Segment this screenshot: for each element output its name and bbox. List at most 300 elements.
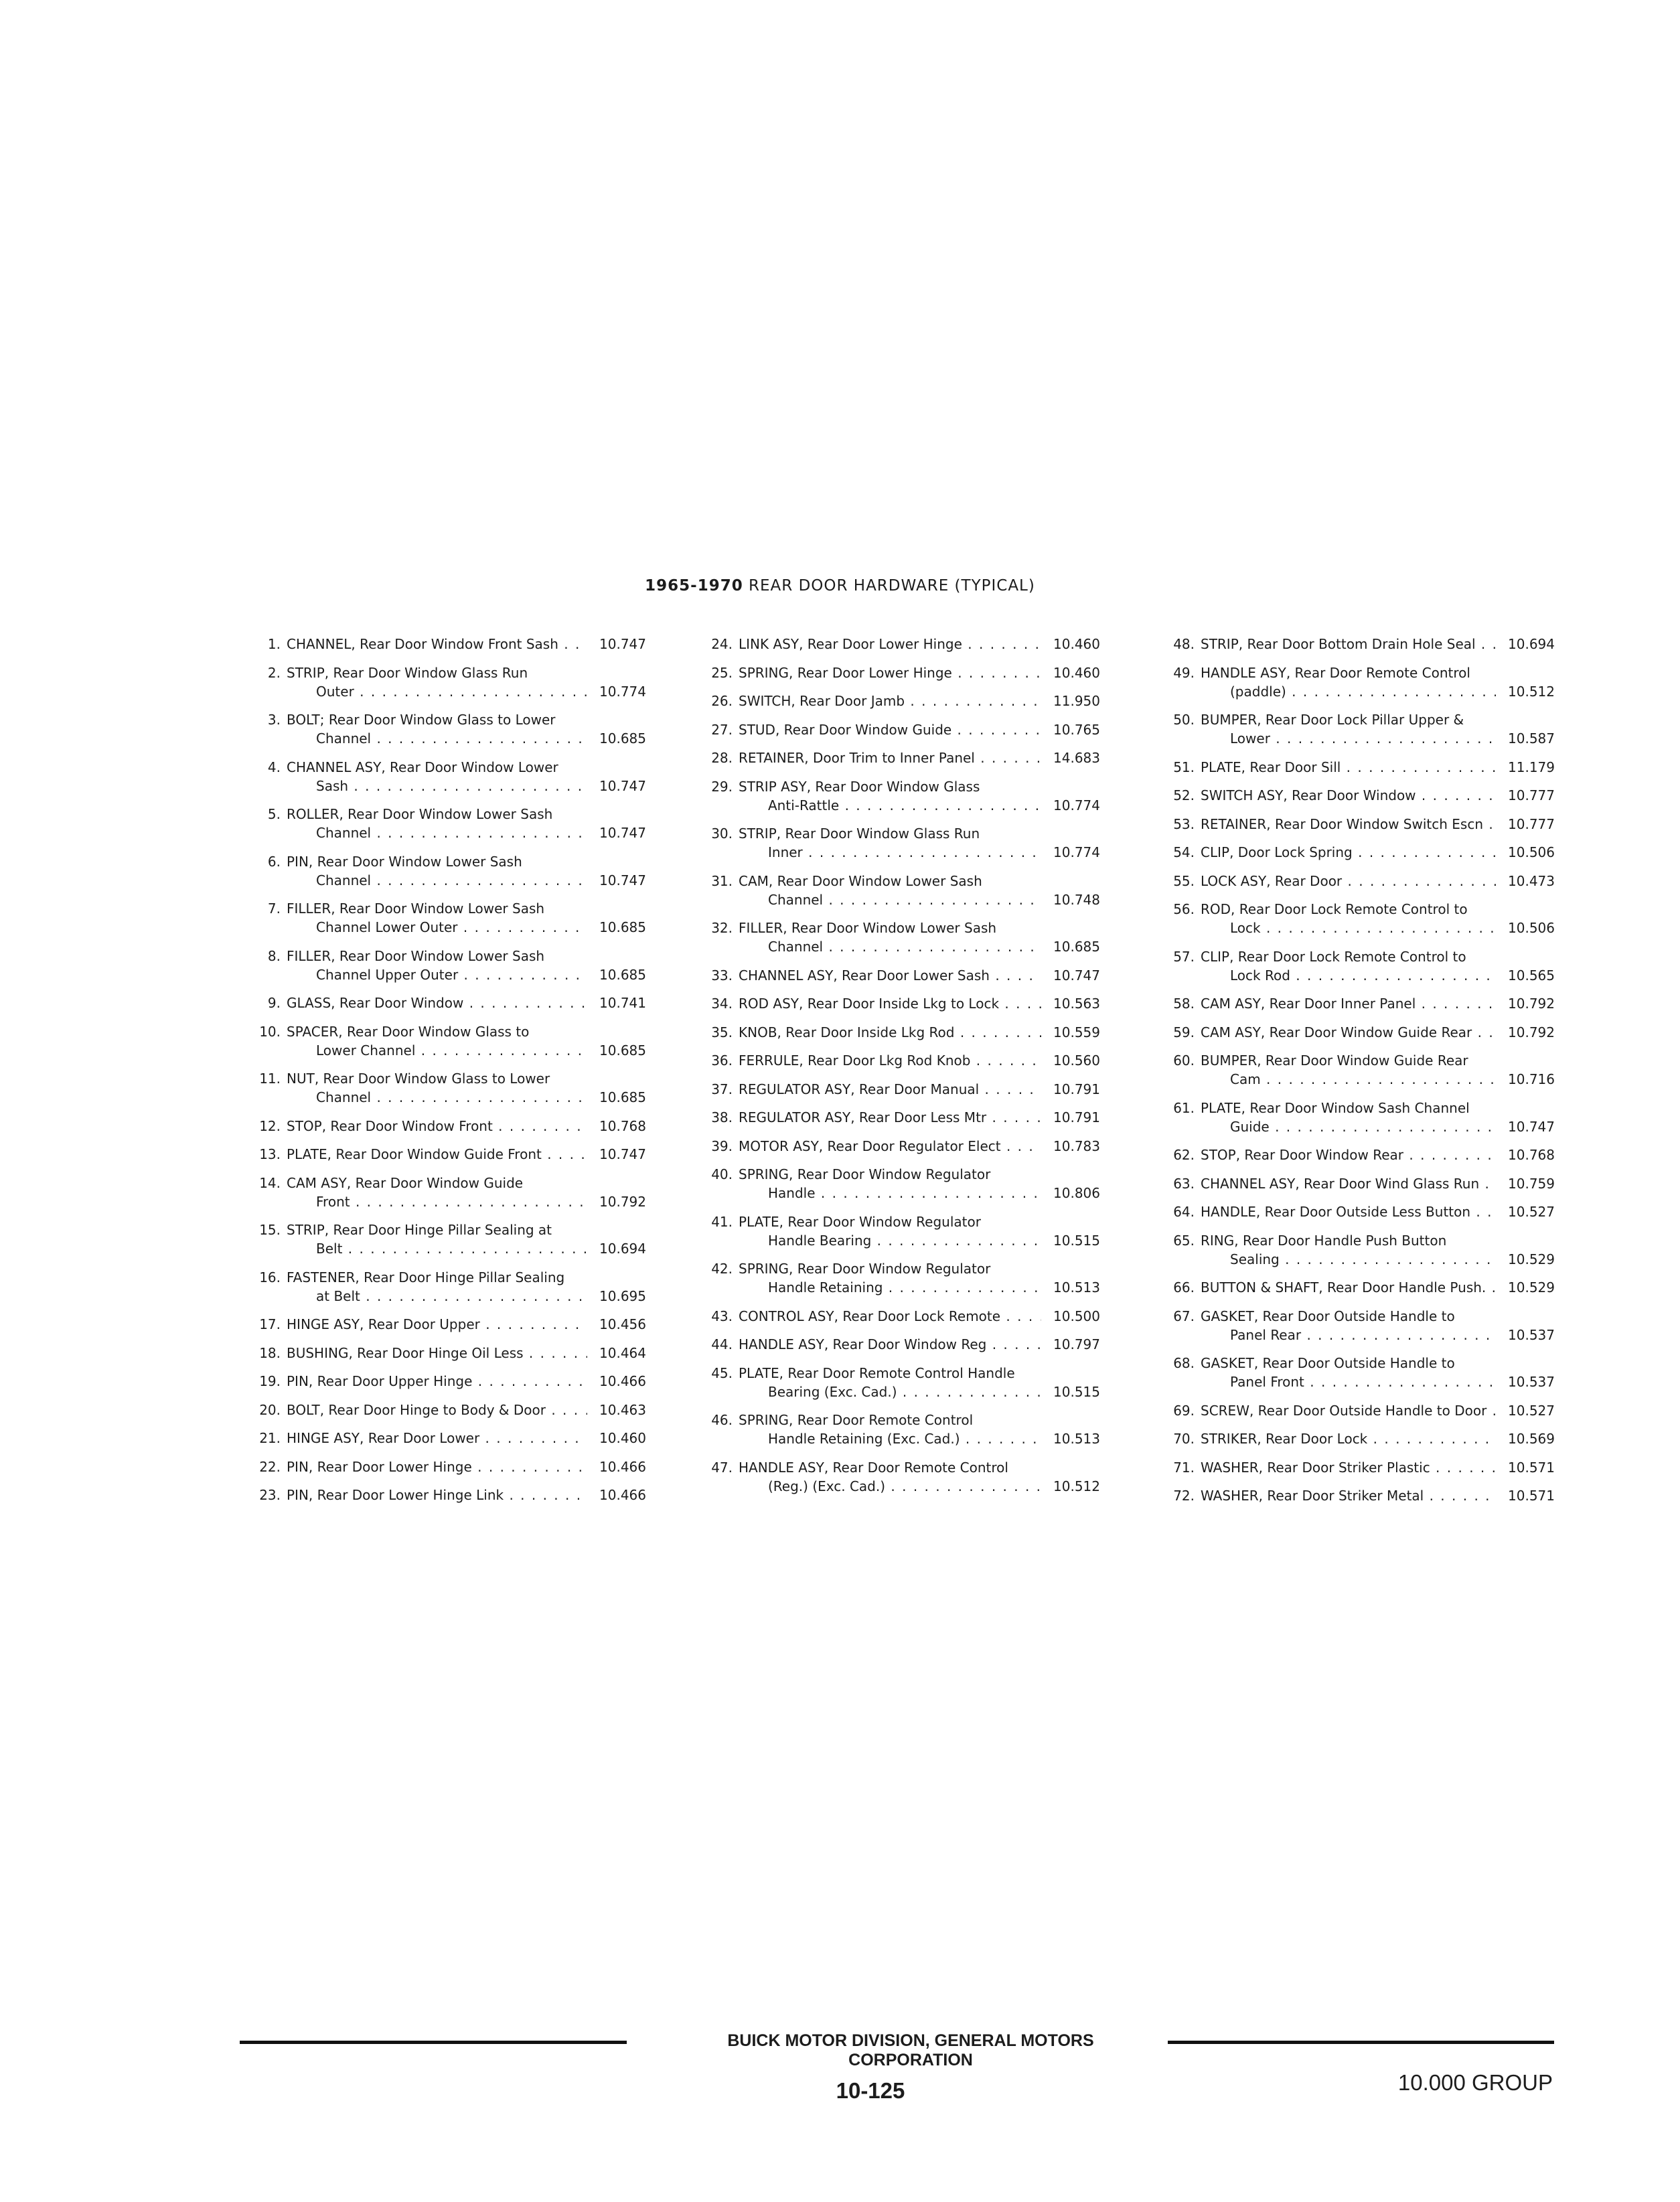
part-description-line: SWITCH ASY, Rear Door Window . . . — [1201, 786, 1496, 805]
part-entry — [1158, 710, 1555, 748]
part-description — [1201, 1486, 1496, 1505]
part-entry — [244, 1315, 646, 1334]
part-description — [739, 1137, 1041, 1156]
part-number: 57. — [1173, 948, 1195, 965]
part-description-line: CHANNEL ASY, Rear Door Lower Sash . . . — [739, 966, 1041, 985]
part-reference: 10.747 — [587, 1145, 646, 1164]
part-description-line: RETAINER, Rear Door Window Switch Escn . . . — [1201, 815, 1496, 834]
part-reference: 10.747 — [587, 823, 646, 842]
part-description-line: Lock . . . — [1201, 919, 1496, 937]
part-number: 17. — [259, 1316, 281, 1332]
part-number: 33. — [711, 967, 733, 984]
part-reference: 10.747 — [587, 777, 646, 795]
part-number: 43. — [711, 1308, 733, 1324]
part-number: 49. — [1173, 664, 1195, 681]
part-description — [287, 1117, 587, 1135]
part-description — [739, 1458, 1041, 1496]
part-entry — [696, 1108, 1100, 1127]
part-entry — [1158, 1231, 1555, 1269]
part-description — [739, 1023, 1041, 1042]
part-entry — [244, 1372, 646, 1391]
part-description-line: CHANNEL ASY, Rear Door Window Lower — [287, 759, 558, 775]
part-entry — [1158, 843, 1555, 862]
part-description-line: FILLER, Rear Door Window Lower Sash — [739, 920, 997, 936]
part-reference: 10.466 — [587, 1458, 646, 1476]
part-description — [739, 1051, 1041, 1070]
part-number: 42. — [711, 1261, 733, 1277]
part-description-line: PLATE, Rear Door Remote Control Handle — [739, 1364, 1015, 1381]
part-entry — [244, 1458, 646, 1476]
part-description-line: STRIP ASY, Rear Door Window Glass — [739, 778, 980, 795]
part-description-line: RETAINER, Door Trim to Inner Panel . . . — [739, 749, 1041, 767]
parts-column-2 — [696, 635, 1100, 1505]
part-description-line: STRIP, Rear Door Bottom Drain Hole Seal . . . — [1201, 635, 1496, 653]
part-description — [287, 1372, 587, 1391]
part-entry — [696, 1165, 1100, 1202]
part-reference: 10.694 — [1496, 635, 1555, 653]
part-description-line: FILLER, Rear Door Window Lower Sash — [287, 900, 545, 917]
part-description — [287, 1069, 587, 1107]
part-description — [287, 852, 587, 890]
part-description-line: SPACER, Rear Door Window Glass to — [287, 1023, 530, 1040]
part-description-line: Channel . . . — [739, 937, 1041, 956]
part-reference: 10.460 — [1041, 663, 1100, 682]
part-entry — [244, 899, 646, 937]
part-description-line: ROD ASY, Rear Door Inside Lkg to Lock . . . — [739, 994, 1041, 1013]
part-entry — [244, 635, 646, 653]
part-description — [1201, 786, 1496, 805]
part-description-line: Panel Front . . . — [1201, 1372, 1496, 1391]
part-description-line: Guide . . . — [1201, 1117, 1496, 1136]
part-reference: 10.529 — [1496, 1278, 1555, 1297]
part-number: 20. — [259, 1401, 281, 1418]
part-description — [1201, 872, 1496, 890]
part-entry — [1158, 635, 1555, 653]
part-reference: 10.774 — [1041, 796, 1100, 815]
part-description — [1201, 663, 1496, 701]
part-number: 56. — [1173, 901, 1195, 917]
part-number: 24. — [711, 636, 733, 652]
part-description-line: MOTOR ASY, Rear Door Regulator Elect . . . — [739, 1137, 1041, 1156]
part-description-line: SCREW, Rear Door Outside Handle to Door . . . — [1201, 1401, 1496, 1420]
part-description-line: KNOB, Rear Door Inside Lkg Rod . . . — [739, 1023, 1041, 1042]
part-entry — [1158, 900, 1555, 937]
parts-column-3 — [1158, 635, 1555, 1515]
part-number: 59. — [1173, 1024, 1195, 1040]
part-number: 72. — [1173, 1488, 1195, 1504]
part-entry — [244, 1429, 646, 1447]
part-description — [739, 663, 1041, 682]
part-reference: 10.513 — [1041, 1429, 1100, 1448]
part-entry — [696, 1364, 1100, 1401]
part-entry — [244, 1022, 646, 1060]
part-description-line: WASHER, Rear Door Striker Plastic . . . — [1201, 1458, 1496, 1477]
part-entry — [1158, 1174, 1555, 1193]
parts-column-1 — [244, 635, 646, 1514]
part-description — [287, 1221, 587, 1258]
part-description-line: GASKET, Rear Door Outside Handle to — [1201, 1308, 1455, 1324]
part-reference: 10.569 — [1496, 1429, 1555, 1448]
part-description — [739, 1335, 1041, 1354]
part-description — [1201, 1401, 1496, 1420]
part-number: 11. — [259, 1071, 281, 1087]
part-entry — [696, 919, 1100, 956]
part-reference: 10.747 — [587, 635, 646, 653]
part-number: 18. — [259, 1344, 281, 1361]
part-reference: 10.466 — [587, 1486, 646, 1504]
part-description-line: Inner . . . — [739, 843, 1041, 862]
part-number: 3. — [267, 712, 281, 728]
part-description — [739, 1259, 1041, 1297]
page-number: 10-125 — [836, 2078, 905, 2103]
part-reference: 10.741 — [587, 994, 646, 1012]
part-entry — [1158, 1458, 1555, 1477]
part-entry — [696, 1259, 1100, 1297]
part-description-line: Channel Upper Outer . . . — [287, 965, 587, 984]
part-number: 69. — [1173, 1402, 1195, 1419]
part-description-line: PIN, Rear Door Lower Hinge Link . . . — [287, 1486, 587, 1504]
part-description — [1201, 1099, 1496, 1136]
part-number: 51. — [1173, 759, 1195, 775]
part-description-line: WASHER, Rear Door Striker Metal . . . — [1201, 1486, 1496, 1505]
part-description — [1201, 1354, 1496, 1391]
part-description — [287, 1268, 587, 1306]
part-description-line: STRIP, Rear Door Hinge Pillar Sealing at — [287, 1222, 552, 1238]
part-description — [1201, 843, 1496, 862]
part-entry — [244, 663, 646, 701]
part-number: 9. — [267, 995, 281, 1011]
part-reference: 10.774 — [587, 682, 646, 701]
part-description-line: FASTENER, Rear Door Hinge Pillar Sealing — [287, 1269, 565, 1285]
part-description — [287, 1145, 587, 1164]
part-number: 21. — [259, 1430, 281, 1446]
part-description — [287, 805, 587, 842]
part-entry — [1158, 1023, 1555, 1042]
part-description-line: SPRING, Rear Door Remote Control — [739, 1412, 974, 1428]
part-reference: 10.791 — [1041, 1080, 1100, 1099]
part-description — [739, 1165, 1041, 1202]
part-entry — [244, 947, 646, 984]
part-number: 64. — [1173, 1204, 1195, 1220]
part-entry — [696, 663, 1100, 682]
part-entry — [244, 805, 646, 842]
part-description — [1201, 1429, 1496, 1448]
part-description-line: PLATE, Rear Door Sill . . . — [1201, 758, 1496, 777]
part-reference: 11.179 — [1496, 758, 1555, 777]
part-entry — [696, 692, 1100, 710]
part-reference: 10.777 — [1496, 815, 1555, 834]
part-description-line: HINGE ASY, Rear Door Upper . . . — [287, 1315, 587, 1334]
part-reference: 11.950 — [1041, 692, 1100, 710]
part-description-line: Bearing (Exc. Cad.) . . . — [739, 1383, 1041, 1401]
part-entry — [696, 1023, 1100, 1042]
part-reference: 10.571 — [1496, 1458, 1555, 1477]
part-reference: 10.797 — [1041, 1335, 1100, 1354]
part-number: 55. — [1173, 872, 1195, 889]
title-years: 1965-1970 — [645, 577, 743, 595]
part-entry — [696, 994, 1100, 1013]
part-reference: 10.792 — [587, 1192, 646, 1211]
part-entry — [696, 1335, 1100, 1354]
part-description-line: Handle . . . — [739, 1184, 1041, 1202]
part-reference: 10.587 — [1496, 729, 1555, 748]
part-description — [739, 635, 1041, 653]
part-reference: 10.768 — [1496, 1146, 1555, 1164]
part-description-line: BUMPER, Rear Door Window Guide Rear — [1201, 1052, 1468, 1069]
part-number: 16. — [259, 1269, 281, 1285]
part-description — [1201, 994, 1496, 1013]
part-description-line: HANDLE ASY, Rear Door Remote Control — [1201, 664, 1470, 681]
part-entry — [696, 635, 1100, 653]
part-reference: 10.563 — [1041, 994, 1100, 1013]
part-description-line: FERRULE, Rear Door Lkg Rod Knob . . . — [739, 1051, 1041, 1070]
part-number: 28. — [711, 750, 733, 766]
part-entry — [696, 777, 1100, 815]
part-reference: 10.571 — [1496, 1486, 1555, 1505]
part-description-line: Channel . . . — [287, 729, 587, 748]
part-reference: 10.747 — [1041, 966, 1100, 985]
part-description-line: PLATE, Rear Door Window Regulator — [739, 1213, 981, 1230]
part-description — [1201, 1146, 1496, 1164]
part-description-line: BUTTON & SHAFT, Rear Door Handle Push. . . . — [1201, 1278, 1496, 1297]
part-description-line: Lower Channel . . . — [287, 1041, 587, 1060]
part-description-line: STRIP, Rear Door Window Glass Run — [287, 664, 528, 681]
part-description — [287, 758, 587, 795]
part-number: 37. — [711, 1081, 733, 1097]
part-number: 29. — [711, 778, 733, 795]
part-description-line: Cam . . . — [1201, 1070, 1496, 1089]
part-description — [739, 919, 1041, 956]
part-number: 13. — [259, 1146, 281, 1162]
part-number: 15. — [259, 1222, 281, 1238]
part-description — [287, 1458, 587, 1476]
part-reference: 10.685 — [587, 965, 646, 984]
part-reference: 10.464 — [587, 1344, 646, 1362]
part-entry — [244, 758, 646, 795]
part-description — [1201, 1458, 1496, 1477]
part-description-line: Channel . . . — [287, 871, 587, 890]
part-description-line: BUMPER, Rear Door Lock Pillar Upper & — [1201, 712, 1464, 728]
part-number: 62. — [1173, 1147, 1195, 1163]
part-description-line: SWITCH, Rear Door Jamb . . . — [739, 692, 1041, 710]
part-description-line: CAM ASY, Rear Door Window Guide Rear . . . — [1201, 1023, 1496, 1042]
part-description-line: Channel Lower Outer . . . — [287, 918, 587, 937]
part-description-line: Handle Retaining (Exc. Cad.) . . . — [739, 1429, 1041, 1448]
part-entry — [1158, 1202, 1555, 1221]
part-description — [1201, 1051, 1496, 1089]
part-number: 6. — [267, 853, 281, 870]
part-description-line: Channel . . . — [287, 823, 587, 842]
part-number: 36. — [711, 1052, 733, 1069]
part-reference: 10.694 — [587, 1239, 646, 1258]
part-description-line: CAM, Rear Door Window Lower Sash — [739, 872, 982, 889]
part-reference: 10.500 — [1041, 1307, 1100, 1326]
part-reference: 10.463 — [587, 1401, 646, 1419]
part-description-line: HANDLE ASY, Rear Door Remote Control — [739, 1459, 1008, 1476]
part-entry — [1158, 1354, 1555, 1391]
part-number: 47. — [711, 1459, 733, 1476]
part-description-line: GLASS, Rear Door Window . . . — [287, 994, 587, 1012]
part-description-line: HINGE ASY, Rear Door Lower . . . — [287, 1429, 587, 1447]
part-description — [287, 1486, 587, 1504]
part-description-line: HANDLE, Rear Door Outside Less Button . . . — [1201, 1202, 1496, 1221]
part-description — [287, 710, 587, 748]
part-reference: 10.765 — [1041, 720, 1100, 739]
part-number: 27. — [711, 721, 733, 738]
part-number: 30. — [711, 825, 733, 842]
part-entry — [1158, 1401, 1555, 1420]
part-description-line: CLIP, Rear Door Lock Remote Control to — [1201, 948, 1466, 965]
part-description-line: STRIP, Rear Door Window Glass Run — [739, 825, 980, 842]
part-description — [739, 1307, 1041, 1326]
part-number: 40. — [711, 1166, 733, 1182]
part-reference: 10.473 — [1496, 872, 1555, 890]
part-description-line: PIN, Rear Door Lower Hinge . . . — [287, 1458, 587, 1476]
part-entry — [244, 1221, 646, 1258]
part-entry — [1158, 663, 1555, 701]
part-entry — [244, 1069, 646, 1107]
part-entry — [244, 1401, 646, 1419]
part-reference: 10.513 — [1041, 1278, 1100, 1297]
part-description-line: STUD, Rear Door Window Guide . . . — [739, 720, 1041, 739]
part-entry — [696, 1137, 1100, 1156]
part-description — [1201, 1307, 1496, 1344]
part-reference: 10.460 — [1041, 635, 1100, 653]
group-label: 10.000 GROUP — [1397, 2070, 1553, 2095]
part-number: 4. — [267, 759, 281, 775]
part-number: 44. — [711, 1336, 733, 1352]
part-description-line: BOLT; Rear Door Window Glass to Lower — [287, 712, 556, 728]
part-description — [287, 899, 587, 937]
part-number: 46. — [711, 1412, 733, 1428]
part-reference: 10.792 — [1496, 1023, 1555, 1042]
part-number: 70. — [1173, 1431, 1195, 1447]
part-entry — [1158, 758, 1555, 777]
part-description-line: ROD, Rear Door Lock Remote Control to — [1201, 901, 1468, 917]
part-reference: 10.747 — [587, 871, 646, 890]
part-reference: 10.792 — [1496, 994, 1555, 1013]
part-reference: 10.506 — [1496, 919, 1555, 937]
part-number: 10. — [259, 1023, 281, 1040]
part-entry — [244, 1344, 646, 1362]
part-reference: 10.512 — [1496, 682, 1555, 701]
part-number: 34. — [711, 996, 733, 1012]
part-description-line: Lower . . . — [1201, 729, 1496, 748]
part-description-line: STRIKER, Rear Door Lock . . . — [1201, 1429, 1496, 1448]
part-number: 22. — [259, 1458, 281, 1475]
part-description-line: SPRING, Rear Door Window Regulator — [739, 1261, 991, 1277]
part-number: 61. — [1173, 1099, 1195, 1116]
part-reference: 10.537 — [1496, 1326, 1555, 1344]
part-description-line: at Belt . . . — [287, 1287, 587, 1306]
part-number: 54. — [1173, 844, 1195, 860]
part-description — [739, 777, 1041, 815]
part-description — [287, 1174, 587, 1211]
part-number: 26. — [711, 693, 733, 709]
part-description — [287, 947, 587, 984]
part-description-line: RING, Rear Door Handle Push Button — [1201, 1232, 1447, 1249]
part-entry — [696, 1080, 1100, 1099]
part-description-line: Lock Rod . . . — [1201, 966, 1496, 985]
part-description — [287, 1344, 587, 1362]
part-description — [739, 966, 1041, 985]
part-description — [1201, 635, 1496, 653]
part-description — [1201, 1231, 1496, 1269]
part-description — [287, 1401, 587, 1419]
part-number: 5. — [267, 806, 281, 822]
part-description-line: Channel . . . — [287, 1088, 587, 1107]
part-entry — [696, 1458, 1100, 1496]
part-number: 41. — [711, 1213, 733, 1230]
part-entry — [696, 966, 1100, 985]
part-entry — [1158, 994, 1555, 1013]
part-description-line: (Reg.) (Exc. Cad.) . . . — [739, 1477, 1041, 1496]
part-description-line: BUSHING, Rear Door Hinge Oil Less . . . — [287, 1344, 587, 1362]
part-description-line: HANDLE ASY, Rear Door Window Reg . . . — [739, 1335, 1041, 1354]
part-reference: 10.685 — [587, 1088, 646, 1107]
part-number: 12. — [259, 1117, 281, 1134]
part-description-line: Panel Rear . . . — [1201, 1326, 1496, 1344]
part-reference: 10.456 — [587, 1315, 646, 1334]
part-entry — [696, 1212, 1100, 1250]
part-reference: 10.466 — [587, 1372, 646, 1391]
part-description — [739, 872, 1041, 909]
part-description — [1201, 1023, 1496, 1042]
part-number: 1. — [267, 636, 281, 652]
part-entry — [244, 1486, 646, 1504]
part-reference: 10.560 — [1041, 1051, 1100, 1070]
part-description-line: Handle Bearing . . . — [739, 1231, 1041, 1250]
part-description — [1201, 900, 1496, 937]
part-description — [739, 720, 1041, 739]
part-number: 38. — [711, 1109, 733, 1125]
part-reference: 10.512 — [1041, 1477, 1100, 1496]
part-description-line: Handle Retaining . . . — [739, 1278, 1041, 1297]
part-description-line: REGULATOR ASY, Rear Door Less Mtr . . . — [739, 1108, 1041, 1127]
part-entry — [1158, 1051, 1555, 1089]
part-description — [739, 1364, 1041, 1401]
part-reference: 10.768 — [587, 1117, 646, 1135]
part-entry — [1158, 1146, 1555, 1164]
part-description — [1201, 815, 1496, 834]
part-description-line: (paddle) . . . — [1201, 682, 1496, 701]
part-description-line: PIN, Rear Door Upper Hinge . . . — [287, 1372, 587, 1391]
part-description-line: Sash . . . — [287, 777, 587, 795]
part-number: 39. — [711, 1137, 733, 1154]
part-number: 48. — [1173, 636, 1195, 652]
part-entry — [696, 824, 1100, 862]
part-description — [1201, 1278, 1496, 1297]
part-description — [739, 1212, 1041, 1250]
part-number: 58. — [1173, 996, 1195, 1012]
part-reference: 10.748 — [1041, 890, 1100, 909]
part-description-line: CLIP, Door Lock Spring . . . — [1201, 843, 1496, 862]
part-number: 35. — [711, 1024, 733, 1040]
part-number: 31. — [711, 872, 733, 889]
part-reference: 10.759 — [1496, 1174, 1555, 1193]
part-number: 71. — [1173, 1459, 1195, 1476]
part-description-line: GASKET, Rear Door Outside Handle to — [1201, 1355, 1455, 1371]
part-entry — [696, 1307, 1100, 1326]
part-description — [739, 994, 1041, 1013]
part-description — [287, 1022, 587, 1060]
part-number: 65. — [1173, 1232, 1195, 1249]
part-description-line: Anti-Rattle . . . — [739, 796, 1041, 815]
part-description — [287, 635, 587, 653]
part-description — [739, 1108, 1041, 1127]
part-entry — [1158, 872, 1555, 890]
part-description-line: CHANNEL ASY, Rear Door Wind Glass Run . . . — [1201, 1174, 1496, 1193]
